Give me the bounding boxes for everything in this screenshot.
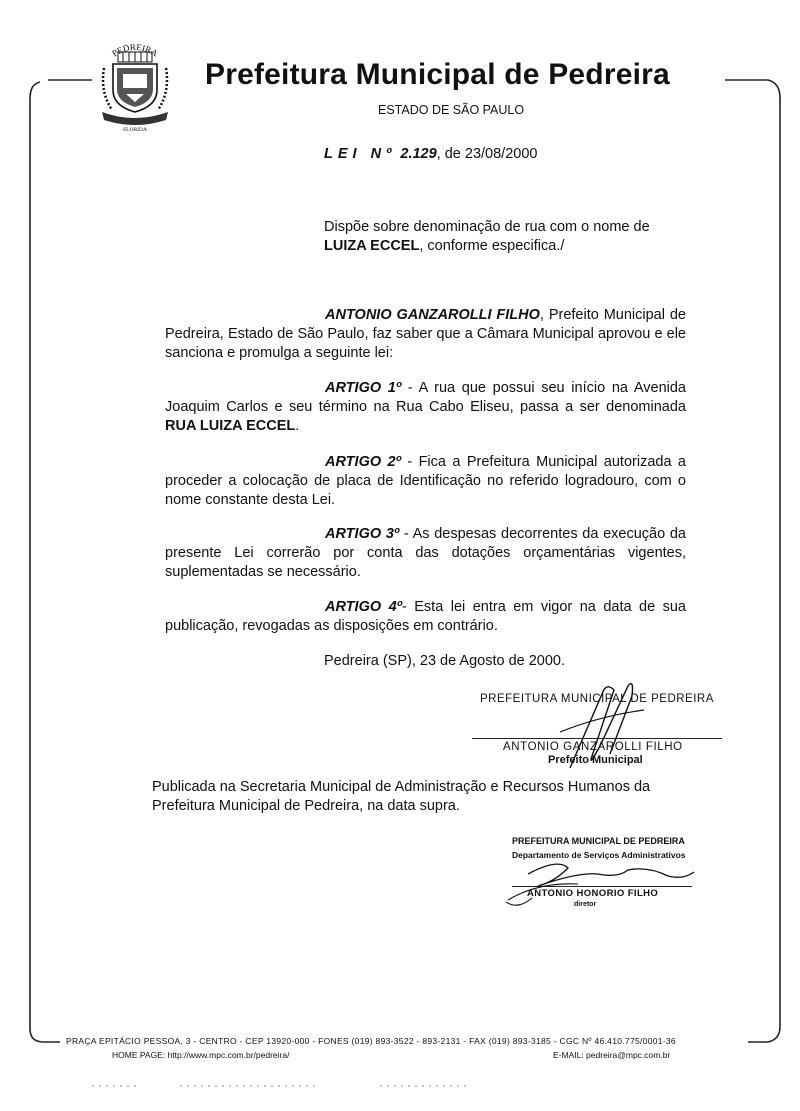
preamble-paragraph [165, 306, 686, 363]
article-text: - Fica a Prefeitura Municipal autorizada a proceder a colocação de placa de Identificação no referido logradouro, com o nome constante desta Lei. [165, 454, 686, 508]
municipal-coat-of-arms [96, 38, 174, 134]
signature-line [512, 886, 692, 887]
law-number: 2.129 [400, 146, 437, 162]
mayor-signature-role: Prefeito Municipal [548, 754, 643, 766]
department-stamp: PREFEITURA MUNICIPAL DE PEDREIRA [512, 836, 685, 846]
place-and-date: Pedreira (SP), 23 de Agosto de 2000. [324, 653, 566, 669]
director-signature-role: diretor [574, 901, 597, 908]
publication-note: Publicada na Secretaria Municipal de Administração e Recursos Humanos da Prefeitura Municipal de Pedreira, na data supra. [152, 779, 651, 814]
article-text: - As despesas decorrentes da execução da presente Lei correrão por conta das dotações orçamentárias vigentes, suplementadas se necessário. [165, 526, 686, 580]
footer-email: E-MAIL: pedreira@mpc.com.br [553, 1050, 671, 1060]
street-name: RUA LUIZA ECCEL [165, 418, 296, 434]
mayor-stamp: PREFEITURA MUNICIPAL DE PEDREIRA [480, 693, 714, 705]
article-1: ARTIGO 1º - A rua que possui seu início na Avenida Joaquim Carlos e seu término na Rua Cabo Eliseu, passa a ser denominada RUA LUIZA ECCEL. [165, 380, 686, 434]
signature-line [472, 738, 722, 739]
article-3 [165, 525, 686, 582]
state-subtitle: ESTADO DE SÃO PAULO [378, 103, 525, 117]
law-label: LEI Nº [324, 146, 397, 162]
law-heading [324, 146, 537, 162]
summary-honoree: LUIZA ECCEL [324, 238, 420, 254]
article-2 [165, 453, 686, 510]
preamble-text: , Prefeito Municipal de Pedreira, Estado de São Paulo, faz saber que a Câmara Municipal aprovou e ele sanciona e promulga a seguinte lei: [165, 307, 686, 361]
article-label: ARTIGO 2º [325, 454, 401, 470]
article-label: ARTIGO 4º [325, 599, 402, 615]
svg-text:PEDREIRA: PEDREIRA [110, 41, 160, 59]
law-summary [324, 218, 689, 256]
summary-line: Dispõe sobre denominação de rua com o nome de [324, 219, 650, 235]
page-title: Prefeitura Municipal de Pedreira [205, 58, 670, 91]
article-4 [165, 598, 686, 636]
department-name: Departamento de Serviços Administrativos [512, 850, 686, 860]
article-text: - A rua que possui seu início na Avenida Joaquim Carlos e seu término na Rua Cabo Eliseu, passa a ser denominada [165, 380, 686, 415]
director-signature-name: ANTONIO HONORIO FILHO [527, 888, 659, 899]
article-label: ARTIGO 1º [325, 380, 402, 396]
summary-tail: , conforme especifica./ [419, 238, 565, 254]
footer-homepage: HOME PAGE: http://www.mpc.com.br/pedreira/ [112, 1050, 290, 1060]
article-text: - Esta lei entra em vigor na data de sua publicação, revogadas as disposições em contrário. [165, 599, 686, 634]
svg-text:FLORIDA: FLORIDA [123, 127, 147, 133]
law-date: , de 23/08/2000 [436, 146, 538, 162]
mayor-signature-name: ANTONIO GANZAROLLI FILHO [503, 741, 683, 753]
mayor-name: ANTONIO GANZAROLLI FILHO [325, 307, 540, 323]
footer-address: PRAÇA EPITÁCIO PESSOA, 3 - CENTRO - CEP 13920-000 - FONES (019) 893-3522 - 893-2131 - FAX (019) 893-3185 - CGC Nº 46.410.775/0001-36 [66, 1036, 676, 1046]
article-label: ARTIGO 3º [325, 526, 400, 542]
